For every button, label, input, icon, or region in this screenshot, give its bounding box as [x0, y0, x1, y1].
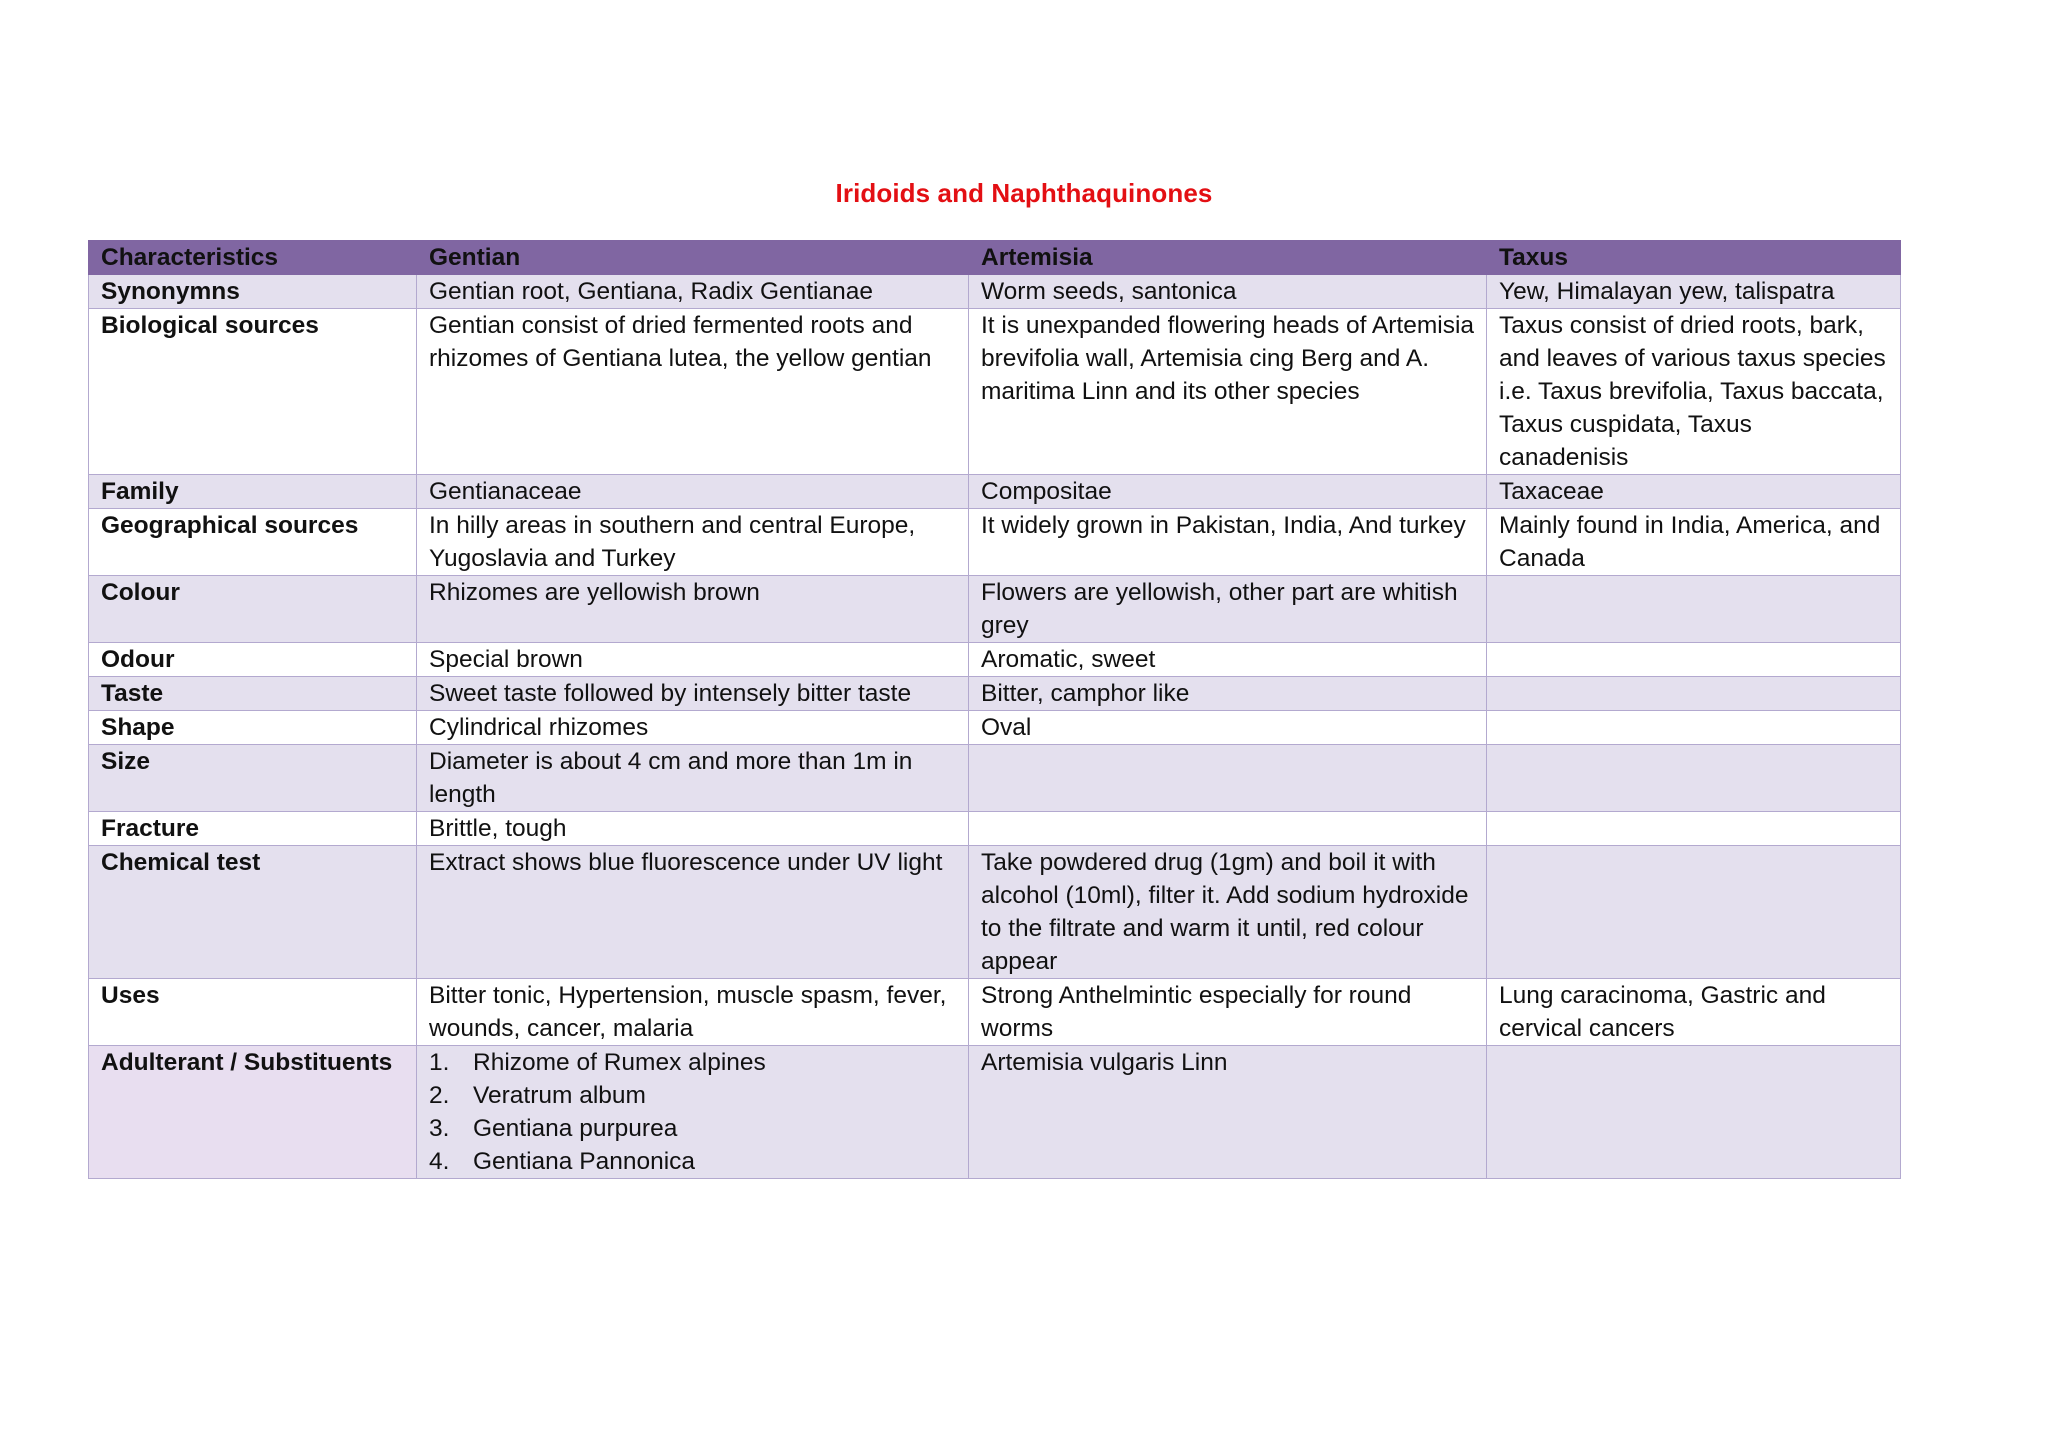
- row-label: Chemical test: [89, 846, 417, 979]
- table-row: [89, 309, 1901, 475]
- row-label: Odour: [89, 643, 417, 677]
- table-row: [89, 677, 1901, 711]
- taxus-cell: Lung caracinoma, Gastric and cervical cancers: [1487, 979, 1901, 1046]
- list-item-text: Gentiana Pannonica: [473, 1148, 696, 1175]
- table-row: [89, 812, 1901, 846]
- artemisia-cell: [969, 812, 1487, 846]
- adulterant-list: [429, 1046, 956, 1178]
- taxus-cell: [1487, 677, 1901, 711]
- taxus-cell: [1487, 711, 1901, 745]
- taxus-cell: Taxaceae: [1487, 475, 1901, 509]
- table-row: [89, 1046, 1901, 1179]
- list-item-number: 1.: [429, 1049, 450, 1076]
- list-item-number: 3.: [429, 1115, 450, 1142]
- table-row: [89, 576, 1901, 643]
- gentian-cell: [417, 1046, 969, 1179]
- artemisia-cell: Take powdered drug (1gm) and boil it with alcohol (10ml), filter it. Add sodium hydroxide to the filtrate and warm it until, red colour appear: [969, 846, 1487, 979]
- gentian-cell: Gentian root, Gentiana, Radix Gentianae: [417, 275, 969, 309]
- row-label: Colour: [89, 576, 417, 643]
- row-label: Size: [89, 745, 417, 812]
- taxus-cell: [1487, 1046, 1901, 1179]
- table-header-row: [89, 241, 1901, 275]
- table-row: [89, 979, 1901, 1046]
- artemisia-cell: It widely grown in Pakistan, India, And turkey: [969, 509, 1487, 576]
- artemisia-cell: Oval: [969, 711, 1487, 745]
- list-item-text: Rhizome of Rumex alpines: [473, 1049, 766, 1076]
- row-label: Biological sources: [89, 309, 417, 475]
- gentian-cell: Brittle, tough: [417, 812, 969, 846]
- row-label: Synonymns: [89, 275, 417, 309]
- page-title: Iridoids and Naphthaquinones: [835, 178, 1213, 208]
- gentian-cell: Diameter is about 4 cm and more than 1m in length: [417, 745, 969, 812]
- row-label: Geographical sources: [89, 509, 417, 576]
- gentian-cell: In hilly areas in southern and central Europe, Yugoslavia and Turkey: [417, 509, 969, 576]
- row-label: Fracture: [89, 812, 417, 846]
- gentian-cell: Cylindrical rhizomes: [417, 711, 969, 745]
- characteristics-table: [88, 240, 1901, 1179]
- taxus-cell: Mainly found in India, America, and Canada: [1487, 509, 1901, 576]
- artemisia-cell: Worm seeds, santonica: [969, 275, 1487, 309]
- gentian-cell: Sweet taste followed by intensely bitter taste: [417, 677, 969, 711]
- artemisia-cell: Compositae: [969, 475, 1487, 509]
- header-taxus: Taxus: [1487, 241, 1901, 275]
- artemisia-cell: [969, 745, 1487, 812]
- row-label: Uses: [89, 979, 417, 1046]
- header-characteristics: Characteristics: [89, 241, 417, 275]
- gentian-cell: Extract shows blue fluorescence under UV light: [417, 846, 969, 979]
- gentian-cell: Gentianaceae: [417, 475, 969, 509]
- table-row: [89, 509, 1901, 576]
- taxus-cell: [1487, 846, 1901, 979]
- gentian-cell: Gentian consist of dried fermented roots and rhizomes of Gentiana lutea, the yellow gentian: [417, 309, 969, 475]
- row-label: Taste: [89, 677, 417, 711]
- artemisia-cell: Strong Anthelmintic especially for round worms: [969, 979, 1487, 1046]
- header-artemisia: Artemisia: [969, 241, 1487, 275]
- artemisia-cell: It is unexpanded flowering heads of Artemisia brevifolia wall, Artemisia cing Berg and A. maritima Linn and its other species: [969, 309, 1487, 475]
- list-item-text: Veratrum album: [473, 1082, 646, 1109]
- row-label: Adulterant / Substituents: [89, 1046, 417, 1179]
- row-label: Shape: [89, 711, 417, 745]
- list-item: [429, 1145, 956, 1178]
- artemisia-cell: Artemisia vulgaris Linn: [969, 1046, 1487, 1179]
- list-item-number: 4.: [429, 1148, 450, 1175]
- table-row: [89, 275, 1901, 309]
- table-row: [89, 846, 1901, 979]
- table-row: [89, 745, 1901, 812]
- taxus-cell: Yew, Himalayan yew, talispatra: [1487, 275, 1901, 309]
- gentian-cell: Rhizomes are yellowish brown: [417, 576, 969, 643]
- artemisia-cell: Aromatic, sweet: [969, 643, 1487, 677]
- taxus-cell: [1487, 576, 1901, 643]
- artemisia-cell: Bitter, camphor like: [969, 677, 1487, 711]
- gentian-cell: Special brown: [417, 643, 969, 677]
- list-item: [429, 1046, 956, 1079]
- table-row: [89, 475, 1901, 509]
- list-item-text: Gentiana purpurea: [473, 1115, 678, 1142]
- gentian-cell: Bitter tonic, Hypertension, muscle spasm, fever, wounds, cancer, malaria: [417, 979, 969, 1046]
- taxus-cell: [1487, 812, 1901, 846]
- table-row: [89, 643, 1901, 677]
- list-item: [429, 1079, 956, 1112]
- list-item-number: 2.: [429, 1082, 450, 1109]
- taxus-cell: [1487, 745, 1901, 812]
- row-label: Family: [89, 475, 417, 509]
- taxus-cell: Taxus consist of dried roots, bark, and leaves of various taxus species i.e. Taxus brevifolia, Taxus baccata, Taxus cuspidata, Taxus canadenisis: [1487, 309, 1901, 475]
- header-gentian: Gentian: [417, 241, 969, 275]
- table-row: [89, 711, 1901, 745]
- list-item: [429, 1112, 956, 1145]
- taxus-cell: [1487, 643, 1901, 677]
- artemisia-cell: Flowers are yellowish, other part are whitish grey: [969, 576, 1487, 643]
